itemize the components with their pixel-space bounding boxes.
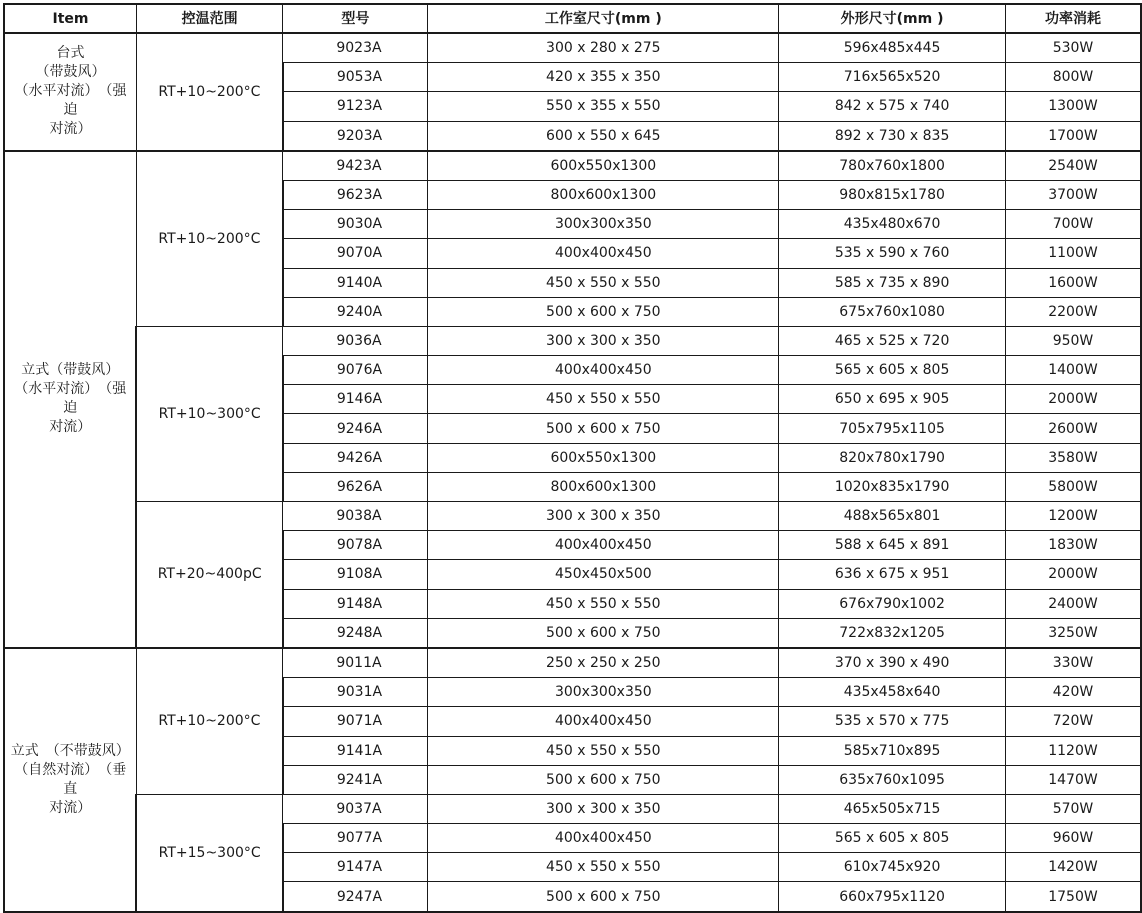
model-cell: 9423A bbox=[283, 151, 428, 181]
outer-size-cell: 820x780x1790 bbox=[779, 443, 1006, 472]
model-cell: 9030A bbox=[283, 210, 428, 239]
model-cell: 9037A bbox=[283, 794, 428, 823]
power-cell: 960W bbox=[1005, 824, 1141, 853]
category-line: 台式 bbox=[56, 45, 85, 62]
power-cell: 1200W bbox=[1005, 502, 1141, 531]
outer-size-cell: 370 x 390 x 490 bbox=[779, 648, 1006, 678]
chamber-size-cell: 500 x 600 x 750 bbox=[428, 297, 779, 326]
category-cell bbox=[4, 151, 136, 648]
chamber-size-cell: 800x600x1300 bbox=[428, 472, 779, 501]
outer-size-cell: 535 x 590 x 760 bbox=[779, 239, 1006, 268]
category-line: 立式 （不带鼓风） bbox=[10, 742, 130, 759]
power-cell: 530W bbox=[1005, 33, 1141, 63]
chamber-size-cell: 450 x 550 x 550 bbox=[428, 589, 779, 618]
power-cell: 1300W bbox=[1005, 92, 1141, 121]
model-cell: 9426A bbox=[283, 443, 428, 472]
chamber-size-cell: 500 x 600 x 750 bbox=[428, 618, 779, 648]
chamber-size-cell: 550 x 355 x 550 bbox=[428, 92, 779, 121]
category-line: 立式（带鼓风） bbox=[21, 362, 120, 379]
power-cell: 2200W bbox=[1005, 297, 1141, 326]
power-cell: 1750W bbox=[1005, 882, 1141, 912]
outer-size-cell: 1020x835x1790 bbox=[779, 472, 1006, 501]
outer-size-cell: 565 x 605 x 805 bbox=[779, 356, 1006, 385]
header-temp-range: 控温范围 bbox=[136, 4, 282, 33]
outer-size-cell: 660x795x1120 bbox=[779, 882, 1006, 912]
model-cell: 9147A bbox=[283, 853, 428, 882]
outer-size-cell: 596x485x445 bbox=[779, 33, 1006, 63]
model-cell: 9053A bbox=[283, 63, 428, 92]
power-cell: 800W bbox=[1005, 63, 1141, 92]
category-cell bbox=[4, 648, 136, 912]
power-cell: 5800W bbox=[1005, 472, 1141, 501]
model-cell: 9246A bbox=[283, 414, 428, 443]
model-cell: 9146A bbox=[283, 385, 428, 414]
model-cell: 9031A bbox=[283, 678, 428, 707]
power-cell: 2400W bbox=[1005, 589, 1141, 618]
model-cell: 9023A bbox=[283, 33, 428, 63]
outer-size-cell: 892 x 730 x 835 bbox=[779, 121, 1006, 151]
category-line: 对流） bbox=[49, 419, 92, 436]
table-row bbox=[4, 33, 1141, 63]
chamber-size-cell: 300x300x350 bbox=[428, 678, 779, 707]
chamber-size-cell: 400x400x450 bbox=[428, 707, 779, 736]
outer-size-cell: 565 x 605 x 805 bbox=[779, 824, 1006, 853]
chamber-size-cell: 450 x 550 x 550 bbox=[428, 385, 779, 414]
power-cell: 2600W bbox=[1005, 414, 1141, 443]
model-cell: 9241A bbox=[283, 765, 428, 794]
chamber-size-cell: 300 x 300 x 350 bbox=[428, 794, 779, 823]
chamber-size-cell: 400x400x450 bbox=[428, 239, 779, 268]
model-cell: 9108A bbox=[283, 560, 428, 589]
model-cell: 9240A bbox=[283, 297, 428, 326]
header-item: Item bbox=[4, 4, 136, 33]
power-cell: 1400W bbox=[1005, 356, 1141, 385]
header-chamber-size: 工作室尺寸(mm ) bbox=[428, 4, 779, 33]
category-cell bbox=[4, 33, 136, 151]
outer-size-cell: 610x745x920 bbox=[779, 853, 1006, 882]
model-cell: 9076A bbox=[283, 356, 428, 385]
outer-size-cell: 535 x 570 x 775 bbox=[779, 707, 1006, 736]
spec-table-container bbox=[3, 3, 1142, 913]
outer-size-cell: 676x790x1002 bbox=[779, 589, 1006, 618]
outer-size-cell: 585 x 735 x 890 bbox=[779, 268, 1006, 297]
model-cell: 9071A bbox=[283, 707, 428, 736]
table-row bbox=[4, 502, 1141, 531]
chamber-size-cell: 600x550x1300 bbox=[428, 151, 779, 181]
model-cell: 9078A bbox=[283, 531, 428, 560]
outer-size-cell: 635x760x1095 bbox=[779, 765, 1006, 794]
table-body bbox=[4, 33, 1141, 912]
oven-spec-table bbox=[3, 3, 1142, 913]
table-row bbox=[4, 151, 1141, 181]
table-header bbox=[4, 4, 1141, 33]
category-line: 对流） bbox=[49, 799, 92, 816]
table-row bbox=[4, 794, 1141, 823]
table-row bbox=[4, 326, 1141, 355]
model-cell: 9140A bbox=[283, 268, 428, 297]
chamber-size-cell: 300x300x350 bbox=[428, 210, 779, 239]
outer-size-cell: 636 x 675 x 951 bbox=[779, 560, 1006, 589]
chamber-size-cell: 250 x 250 x 250 bbox=[428, 648, 779, 678]
power-cell: 1600W bbox=[1005, 268, 1141, 297]
model-cell: 9123A bbox=[283, 92, 428, 121]
chamber-size-cell: 400x400x450 bbox=[428, 356, 779, 385]
chamber-size-cell: 420 x 355 x 350 bbox=[428, 63, 779, 92]
power-cell: 3580W bbox=[1005, 443, 1141, 472]
outer-size-cell: 465x505x715 bbox=[779, 794, 1006, 823]
power-cell: 1100W bbox=[1005, 239, 1141, 268]
outer-size-cell: 675x760x1080 bbox=[779, 297, 1006, 326]
power-cell: 330W bbox=[1005, 648, 1141, 678]
chamber-size-cell: 400x400x450 bbox=[428, 531, 779, 560]
power-cell: 1120W bbox=[1005, 736, 1141, 765]
chamber-size-cell: 450x450x500 bbox=[428, 560, 779, 589]
power-cell: 2540W bbox=[1005, 151, 1141, 181]
chamber-size-cell: 300 x 280 x 275 bbox=[428, 33, 779, 63]
power-cell: 3250W bbox=[1005, 618, 1141, 648]
power-cell: 1470W bbox=[1005, 765, 1141, 794]
outer-size-cell: 980x815x1780 bbox=[779, 180, 1006, 209]
model-cell: 9148A bbox=[283, 589, 428, 618]
model-cell: 9203A bbox=[283, 121, 428, 151]
model-cell: 9036A bbox=[283, 326, 428, 355]
chamber-size-cell: 500 x 600 x 750 bbox=[428, 414, 779, 443]
chamber-size-cell: 300 x 300 x 350 bbox=[428, 502, 779, 531]
category-line: （带鼓风） bbox=[35, 64, 106, 81]
chamber-size-cell: 500 x 600 x 750 bbox=[428, 882, 779, 912]
outer-size-cell: 465 x 525 x 720 bbox=[779, 326, 1006, 355]
chamber-size-cell: 500 x 600 x 750 bbox=[428, 765, 779, 794]
temp-range-cell: RT+20~400pC bbox=[136, 502, 282, 648]
category-line: （水平对流） （强迫 bbox=[14, 83, 127, 119]
model-cell: 9248A bbox=[283, 618, 428, 648]
chamber-size-cell: 300 x 300 x 350 bbox=[428, 326, 779, 355]
outer-size-cell: 780x760x1800 bbox=[779, 151, 1006, 181]
power-cell: 720W bbox=[1005, 707, 1141, 736]
header-row bbox=[4, 4, 1141, 33]
chamber-size-cell: 450 x 550 x 550 bbox=[428, 736, 779, 765]
power-cell: 570W bbox=[1005, 794, 1141, 823]
power-cell: 1420W bbox=[1005, 853, 1141, 882]
outer-size-cell: 585x710x895 bbox=[779, 736, 1006, 765]
header-model: 型号 bbox=[283, 4, 428, 33]
temp-range-cell: RT+10~300°C bbox=[136, 326, 282, 501]
power-cell: 3700W bbox=[1005, 180, 1141, 209]
temp-range-cell: RT+10~200°C bbox=[136, 648, 282, 794]
power-cell: 700W bbox=[1005, 210, 1141, 239]
chamber-size-cell: 400x400x450 bbox=[428, 824, 779, 853]
power-cell: 1700W bbox=[1005, 121, 1141, 151]
model-cell: 9247A bbox=[283, 882, 428, 912]
chamber-size-cell: 800x600x1300 bbox=[428, 180, 779, 209]
temp-range-cell: RT+10~200°C bbox=[136, 33, 282, 151]
category-line: （自然对流） （垂直 bbox=[14, 761, 127, 797]
outer-size-cell: 650 x 695 x 905 bbox=[779, 385, 1006, 414]
power-cell: 2000W bbox=[1005, 560, 1141, 589]
outer-size-cell: 716x565x520 bbox=[779, 63, 1006, 92]
outer-size-cell: 705x795x1105 bbox=[779, 414, 1006, 443]
model-cell: 9623A bbox=[283, 180, 428, 209]
model-cell: 9626A bbox=[283, 472, 428, 501]
outer-size-cell: 435x480x670 bbox=[779, 210, 1006, 239]
chamber-size-cell: 450 x 550 x 550 bbox=[428, 268, 779, 297]
header-power: 功率消耗 bbox=[1005, 4, 1141, 33]
model-cell: 9077A bbox=[283, 824, 428, 853]
outer-size-cell: 842 x 575 x 740 bbox=[779, 92, 1006, 121]
power-cell: 420W bbox=[1005, 678, 1141, 707]
outer-size-cell: 588 x 645 x 891 bbox=[779, 531, 1006, 560]
model-cell: 9141A bbox=[283, 736, 428, 765]
chamber-size-cell: 600x550x1300 bbox=[428, 443, 779, 472]
category-line: （水平对流） （强迫 bbox=[14, 381, 127, 417]
outer-size-cell: 722x832x1205 bbox=[779, 618, 1006, 648]
chamber-size-cell: 600 x 550 x 645 bbox=[428, 121, 779, 151]
temp-range-cell: RT+15~300°C bbox=[136, 794, 282, 911]
category-line: 对流） bbox=[49, 121, 92, 138]
model-cell: 9070A bbox=[283, 239, 428, 268]
header-outer-size: 外形尺寸(mm ) bbox=[779, 4, 1006, 33]
outer-size-cell: 488x565x801 bbox=[779, 502, 1006, 531]
model-cell: 9038A bbox=[283, 502, 428, 531]
chamber-size-cell: 450 x 550 x 550 bbox=[428, 853, 779, 882]
power-cell: 950W bbox=[1005, 326, 1141, 355]
table-row bbox=[4, 648, 1141, 678]
power-cell: 1830W bbox=[1005, 531, 1141, 560]
temp-range-cell: RT+10~200°C bbox=[136, 151, 282, 327]
model-cell: 9011A bbox=[283, 648, 428, 678]
power-cell: 2000W bbox=[1005, 385, 1141, 414]
outer-size-cell: 435x458x640 bbox=[779, 678, 1006, 707]
